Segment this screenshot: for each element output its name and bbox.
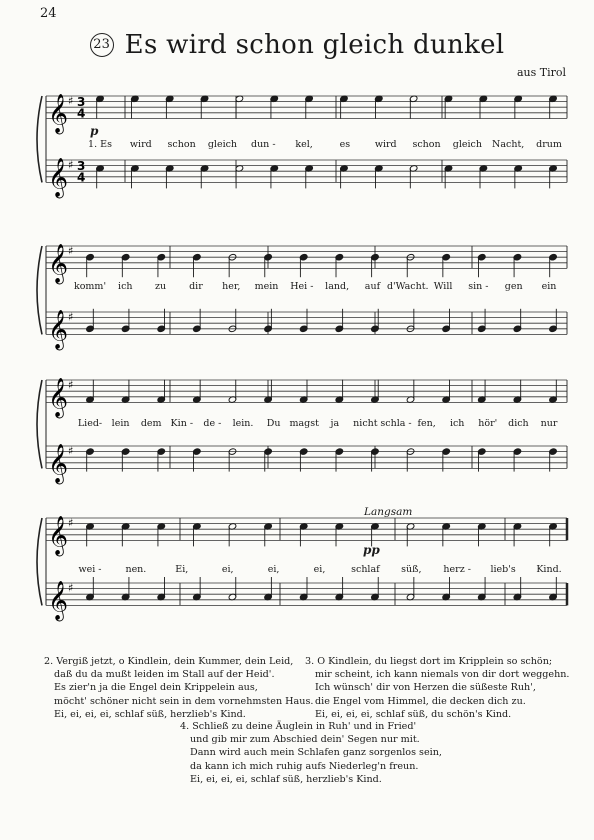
lyric-syllable: hör' [478, 418, 498, 429]
lyric-syllable: fen, [417, 418, 436, 429]
time-signature: 4 [77, 170, 86, 185]
page-number: 24 [40, 6, 57, 21]
treble-clef-icon: 𝄞 [48, 515, 69, 556]
system-brace [37, 96, 42, 182]
verse-line: möcht' schöner nicht sein in dem vornehmsten Haus. [54, 695, 314, 707]
verse-line: 2. Vergiß jetzt, o Kindlein, dein Kummer, dein Leid, [44, 656, 294, 667]
verse-line: da kann ich mich ruhig aufs Niederleg'n freun. [190, 760, 419, 772]
lyric-syllable: Kin - [170, 418, 194, 429]
key-signature-sharp: ♯ [68, 516, 74, 530]
lyric-syllable: wird [374, 139, 397, 150]
verse-line: daß du da mußt leiden im Stall auf der Heid'. [54, 669, 275, 681]
lyric-syllable: es [339, 139, 351, 150]
verse-line: mir scheint, ich kann niemals von dir dort weggehn. [315, 669, 570, 681]
lyric-syllable: ei, [267, 564, 280, 575]
lyric-syllable: Hei - [290, 281, 314, 292]
verse-line: 4. Schließ zu deine Äuglein in Ruh' und in Fried' [180, 721, 417, 732]
lyric-syllable: ei, [313, 564, 326, 575]
lyric-syllable: Nacht, [492, 139, 525, 150]
verse-line: Es zier'n ja die Engel dein Krippelein aus, [54, 682, 258, 694]
lyric-syllable: ja [330, 418, 340, 429]
dynamic-pianissimo: pp [363, 543, 380, 557]
lyric-syllable: her, [222, 281, 241, 292]
lyric-syllable: Ei, [175, 564, 189, 575]
verse-line: Ei, ei, ei, ei, schlaf süß, herzlieb's Kind. [190, 773, 382, 785]
verse-4 [180, 720, 442, 786]
song-number-badge: 23 [90, 33, 114, 57]
lyric-syllable: ich [118, 281, 133, 292]
lyric-syllable: d'Wacht. [386, 281, 429, 292]
lyric-syllable: sin - [468, 281, 489, 292]
verse-line: Ich wünsch' dir von Herzen die süßeste Ruh', [315, 682, 536, 694]
verse-line: die Engel vom Himmel, die decken dich zu. [315, 695, 526, 707]
verse-2 [44, 655, 313, 721]
time-signature: 3 [77, 159, 86, 174]
lyric-syllable: wird [129, 139, 152, 150]
time-signature: 4 [77, 106, 86, 121]
treble-clef-icon: 𝄞 [48, 243, 69, 284]
treble-clef-icon: 𝄞 [48, 93, 69, 134]
lyric-syllable: schon [412, 139, 441, 150]
lyric-syllable: de - [203, 418, 222, 429]
key-signature-sharp: ♯ [68, 244, 74, 258]
lyric-syllable: ich [449, 418, 465, 429]
lyric-syllable: süß, [401, 564, 422, 575]
song-title: Es wird schon gleich dunkel [124, 30, 505, 60]
lyric-syllable: ein [541, 281, 557, 292]
lyric-syllable: Kind. [536, 564, 562, 575]
treble-clef-icon: 𝄞 [48, 443, 69, 484]
lyric-syllable: gleich [452, 139, 482, 150]
lyric-syllable: mein [254, 281, 279, 292]
lyric-syllable: drum [536, 139, 562, 150]
lyric-syllable: magst [289, 418, 319, 429]
lyric-syllable: lein. [232, 418, 254, 429]
verse-line: Dann wird auch mein Schlafen ganz sorgenlos sein, [190, 747, 442, 759]
lyric-syllable: schlaf [351, 564, 380, 575]
lyric-syllable: Du [266, 418, 281, 429]
system-brace [37, 380, 42, 468]
lyric-syllable: lein [111, 418, 130, 429]
key-signature-sharp: ♯ [68, 378, 74, 392]
lyric-syllable: dem [140, 418, 162, 429]
lyric-syllable: auf [364, 281, 381, 292]
lyric-syllable: dich [508, 418, 529, 429]
treble-clef-icon: 𝄞 [48, 580, 69, 621]
verse-3 [305, 655, 569, 721]
dynamic-piano: p [90, 124, 99, 138]
lyric-syllable: Lied- [77, 418, 103, 429]
lyric-syllable: kel, [295, 139, 313, 150]
lyric-syllable: 1. Es [88, 139, 112, 150]
verse-line: und gib mir zum Abschied dein' Segen nur mit. [190, 734, 420, 746]
lyric-syllable: schla - [380, 418, 412, 429]
lyric-syllable: Will [433, 281, 453, 292]
key-signature-sharp: ♯ [68, 581, 74, 595]
lyric-syllable: komm' [73, 281, 107, 292]
key-signature-sharp: ♯ [68, 444, 74, 458]
lyric-syllable: schon [167, 139, 196, 150]
system-brace [37, 246, 42, 334]
system-brace [37, 518, 42, 605]
lyric-syllable: land, [325, 281, 350, 292]
lyric-syllable: gleich [207, 139, 238, 150]
lyric-syllable: nicht [353, 418, 378, 429]
treble-clef-icon: 𝄞 [48, 309, 69, 350]
treble-clef-icon: 𝄞 [48, 377, 69, 418]
time-signature: 3 [77, 95, 86, 110]
verse-line: 3. O Kindlein, du liegst dort im Kripplein so schön; [305, 656, 553, 667]
lyric-syllable: wei - [78, 564, 102, 575]
lyric-syllable: gen [504, 281, 523, 292]
lyric-syllable: dun - [250, 139, 276, 150]
lyric-syllable: dir [189, 281, 203, 292]
lyric-syllable: nen. [125, 564, 147, 575]
tempo-marking: Langsam [364, 506, 413, 518]
verse-line: Ei, ei, ei, ei, schlaf süß, du schön's Kind. [315, 708, 512, 720]
lyric-syllable: nur [540, 418, 558, 429]
treble-clef-icon: 𝄞 [48, 157, 69, 198]
lyric-syllable: zu [155, 281, 167, 292]
key-signature-sharp: ♯ [68, 158, 74, 172]
lyric-syllable: ei, [221, 564, 234, 575]
verse-line: Ei, ei, ei, ei, schlaf süß, herzlieb's Kind. [54, 708, 246, 720]
lyric-syllable: lieb's [490, 564, 516, 575]
key-signature-sharp: ♯ [68, 94, 74, 108]
song-origin: aus Tirol [516, 66, 566, 79]
lyric-syllable: herz - [443, 564, 471, 575]
key-signature-sharp: ♯ [68, 310, 74, 324]
